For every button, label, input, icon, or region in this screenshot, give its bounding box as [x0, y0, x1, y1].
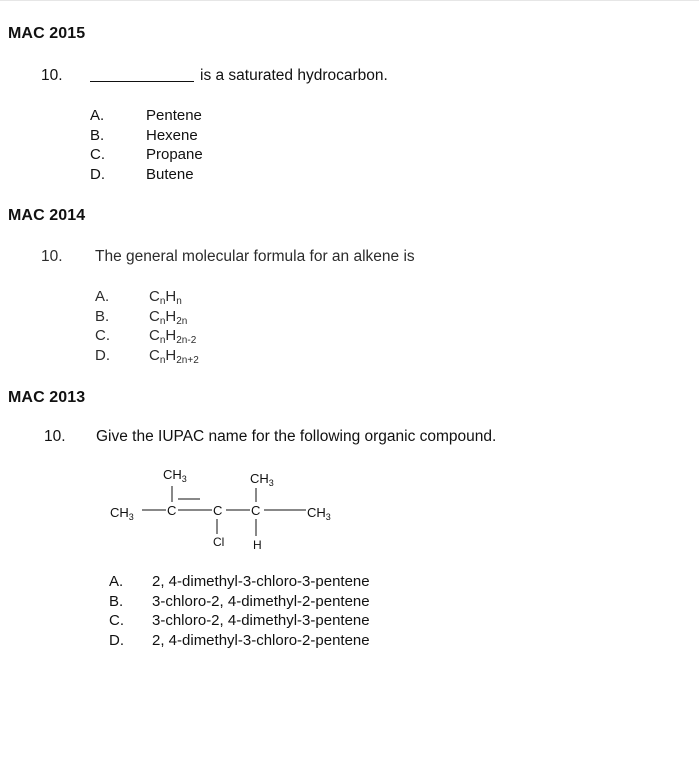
hydrogen-atom: H [253, 538, 262, 552]
methyl-group-left: $CH_3$ [110, 505, 134, 522]
option-c: C. $C_nH_{2n-2}$ [95, 327, 197, 346]
section-heading-2013: MAC 2013 [8, 389, 86, 406]
options-2014 [95, 287, 199, 365]
formula-b: $C_nH_{2n}$ [149, 307, 188, 327]
option-c: C. 3-chloro-2, 4-dimethyl-3-pentene [109, 612, 370, 629]
methyl-group-top-left: $CH_3$ [163, 467, 187, 484]
formula-a: $C_nH_n$ [149, 288, 182, 307]
formula-d: $C_nH_{2n+2}$ [149, 346, 199, 366]
question-number-2014: 10. [41, 248, 63, 265]
chlorine-atom: Cl [213, 535, 225, 549]
methyl-group-top-right: $CH_3$ [250, 471, 274, 488]
option-a: A. 2, 4-dimethyl-3-chloro-3-pentene [109, 573, 370, 590]
carbon-4: C [251, 503, 261, 518]
question-number-2013: 10. [44, 428, 66, 445]
options-2015 [90, 106, 203, 184]
structural-formula [100, 458, 360, 558]
question-text-2014: The general molecular formula for an alkene is [95, 248, 415, 265]
option-b: B. $C_nH_{2n}$ [95, 307, 188, 327]
option-a: A. Pentene [90, 107, 202, 124]
option-a: A. $C_nH_n$ [95, 288, 182, 307]
page-top-border [0, 0, 699, 1]
question-text-2015 [90, 67, 388, 85]
option-d: D. Butene [90, 165, 194, 183]
section-heading-2015: MAC 2015 [8, 25, 86, 42]
option-d: D. 2, 4-dimethyl-3-chloro-2-pentene [109, 631, 370, 649]
answer-blank [90, 81, 194, 82]
formula-c: $C_nH_{2n-2}$ [149, 327, 197, 346]
carbon-3: C [213, 503, 223, 518]
question-text-2013: Give the IUPAC name for the following organic compound. [96, 428, 497, 445]
option-b: B. 3-chloro-2, 4-dimethyl-2-pentene [109, 592, 370, 610]
section-heading-2014: MAC 2014 [8, 207, 86, 224]
methyl-group-right: $CH_3$ [307, 505, 331, 522]
question-body: is a saturated hydrocarbon. [200, 67, 388, 84]
option-c: C. Propane [90, 146, 203, 163]
options-2013 [109, 572, 370, 650]
question-number-2015: 10. [41, 67, 63, 84]
option-b: B. Hexene [90, 126, 198, 144]
carbon-2: C [167, 503, 177, 518]
option-d: D. $C_nH_{2n+2}$ [95, 346, 199, 366]
